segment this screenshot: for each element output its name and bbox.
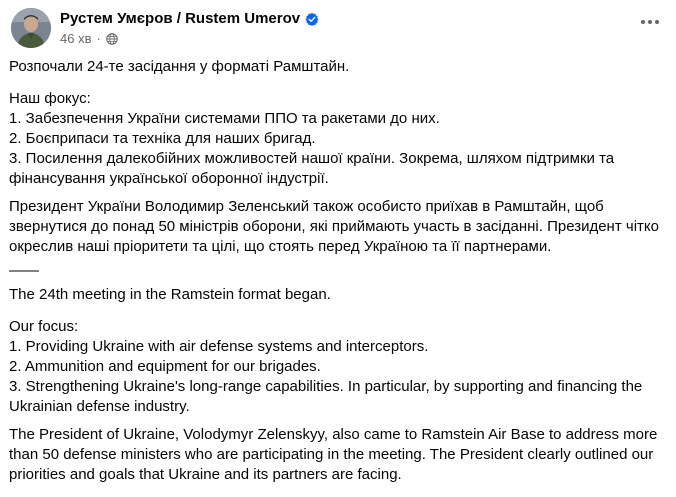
post-meta (60, 31, 118, 46)
en-focus-block (9, 317, 659, 417)
uk-focus-item: 2. Боєприпаси та техніка для наших бригад. (9, 130, 316, 147)
more-options-icon[interactable] (636, 10, 664, 34)
post-header (11, 8, 664, 48)
uk-intro: Розпочали 24-те засідання у форматі Рамштайн. (9, 58, 350, 75)
author-name[interactable]: Рустем Умєров / Rustem Umerov (60, 10, 301, 27)
en-intro: The 24th meeting in the Ramstein format began. (9, 286, 331, 303)
en-president-paragraph: The President of Ukraine, Volodymyr Zelenskyy, also came to Ramstein Air Base to address more than 50 defense ministers who are participating in the meeting. The President clearly outlined our priorities and goals that Ukraine and its partners are facing. (9, 426, 658, 483)
author-row (60, 10, 319, 27)
uk-focus-item: 3. Посилення далекобійних можливостей нашої країни. Зокрема, шляхом підтримки та фінансування української оборонної індустрії. (9, 150, 615, 187)
post-body (9, 57, 659, 497)
en-focus-item: 2. Ammunition and equipment for our brigades. (9, 358, 321, 375)
language-separator: —— (9, 262, 39, 279)
meta-separator-dot: · (96, 31, 101, 46)
globe-icon[interactable] (106, 33, 118, 45)
uk-focus-item: 1. Забезпечення України системами ППО та ракетами до них. (9, 110, 440, 127)
en-focus-heading: Our focus: (9, 318, 79, 335)
avatar-photo (11, 8, 51, 48)
post-timestamp[interactable]: 46 хв (60, 31, 92, 46)
uk-focus-block (9, 89, 659, 189)
en-focus-item: 3. Strengthening Ukraine's long-range capabilities. In particular, by supporting and financing the Ukrainian defense industry. (9, 378, 643, 415)
verified-badge-icon (305, 12, 319, 26)
uk-focus-heading: Наш фокус: (9, 90, 91, 107)
en-focus-item: 1. Providing Ukraine with air defense systems and interceptors. (9, 338, 429, 355)
uk-president-paragraph: Президент України Володимир Зеленський також особисто приїхав в Рамштайн, щоб звернутися до понад 50 міністрів оборони, які приймають участь в засіданні. Президент чітко окреслив наші пріоритети та цілі, що стоять перед Україною та її партнерами. (9, 198, 659, 255)
author-avatar[interactable] (11, 8, 51, 48)
